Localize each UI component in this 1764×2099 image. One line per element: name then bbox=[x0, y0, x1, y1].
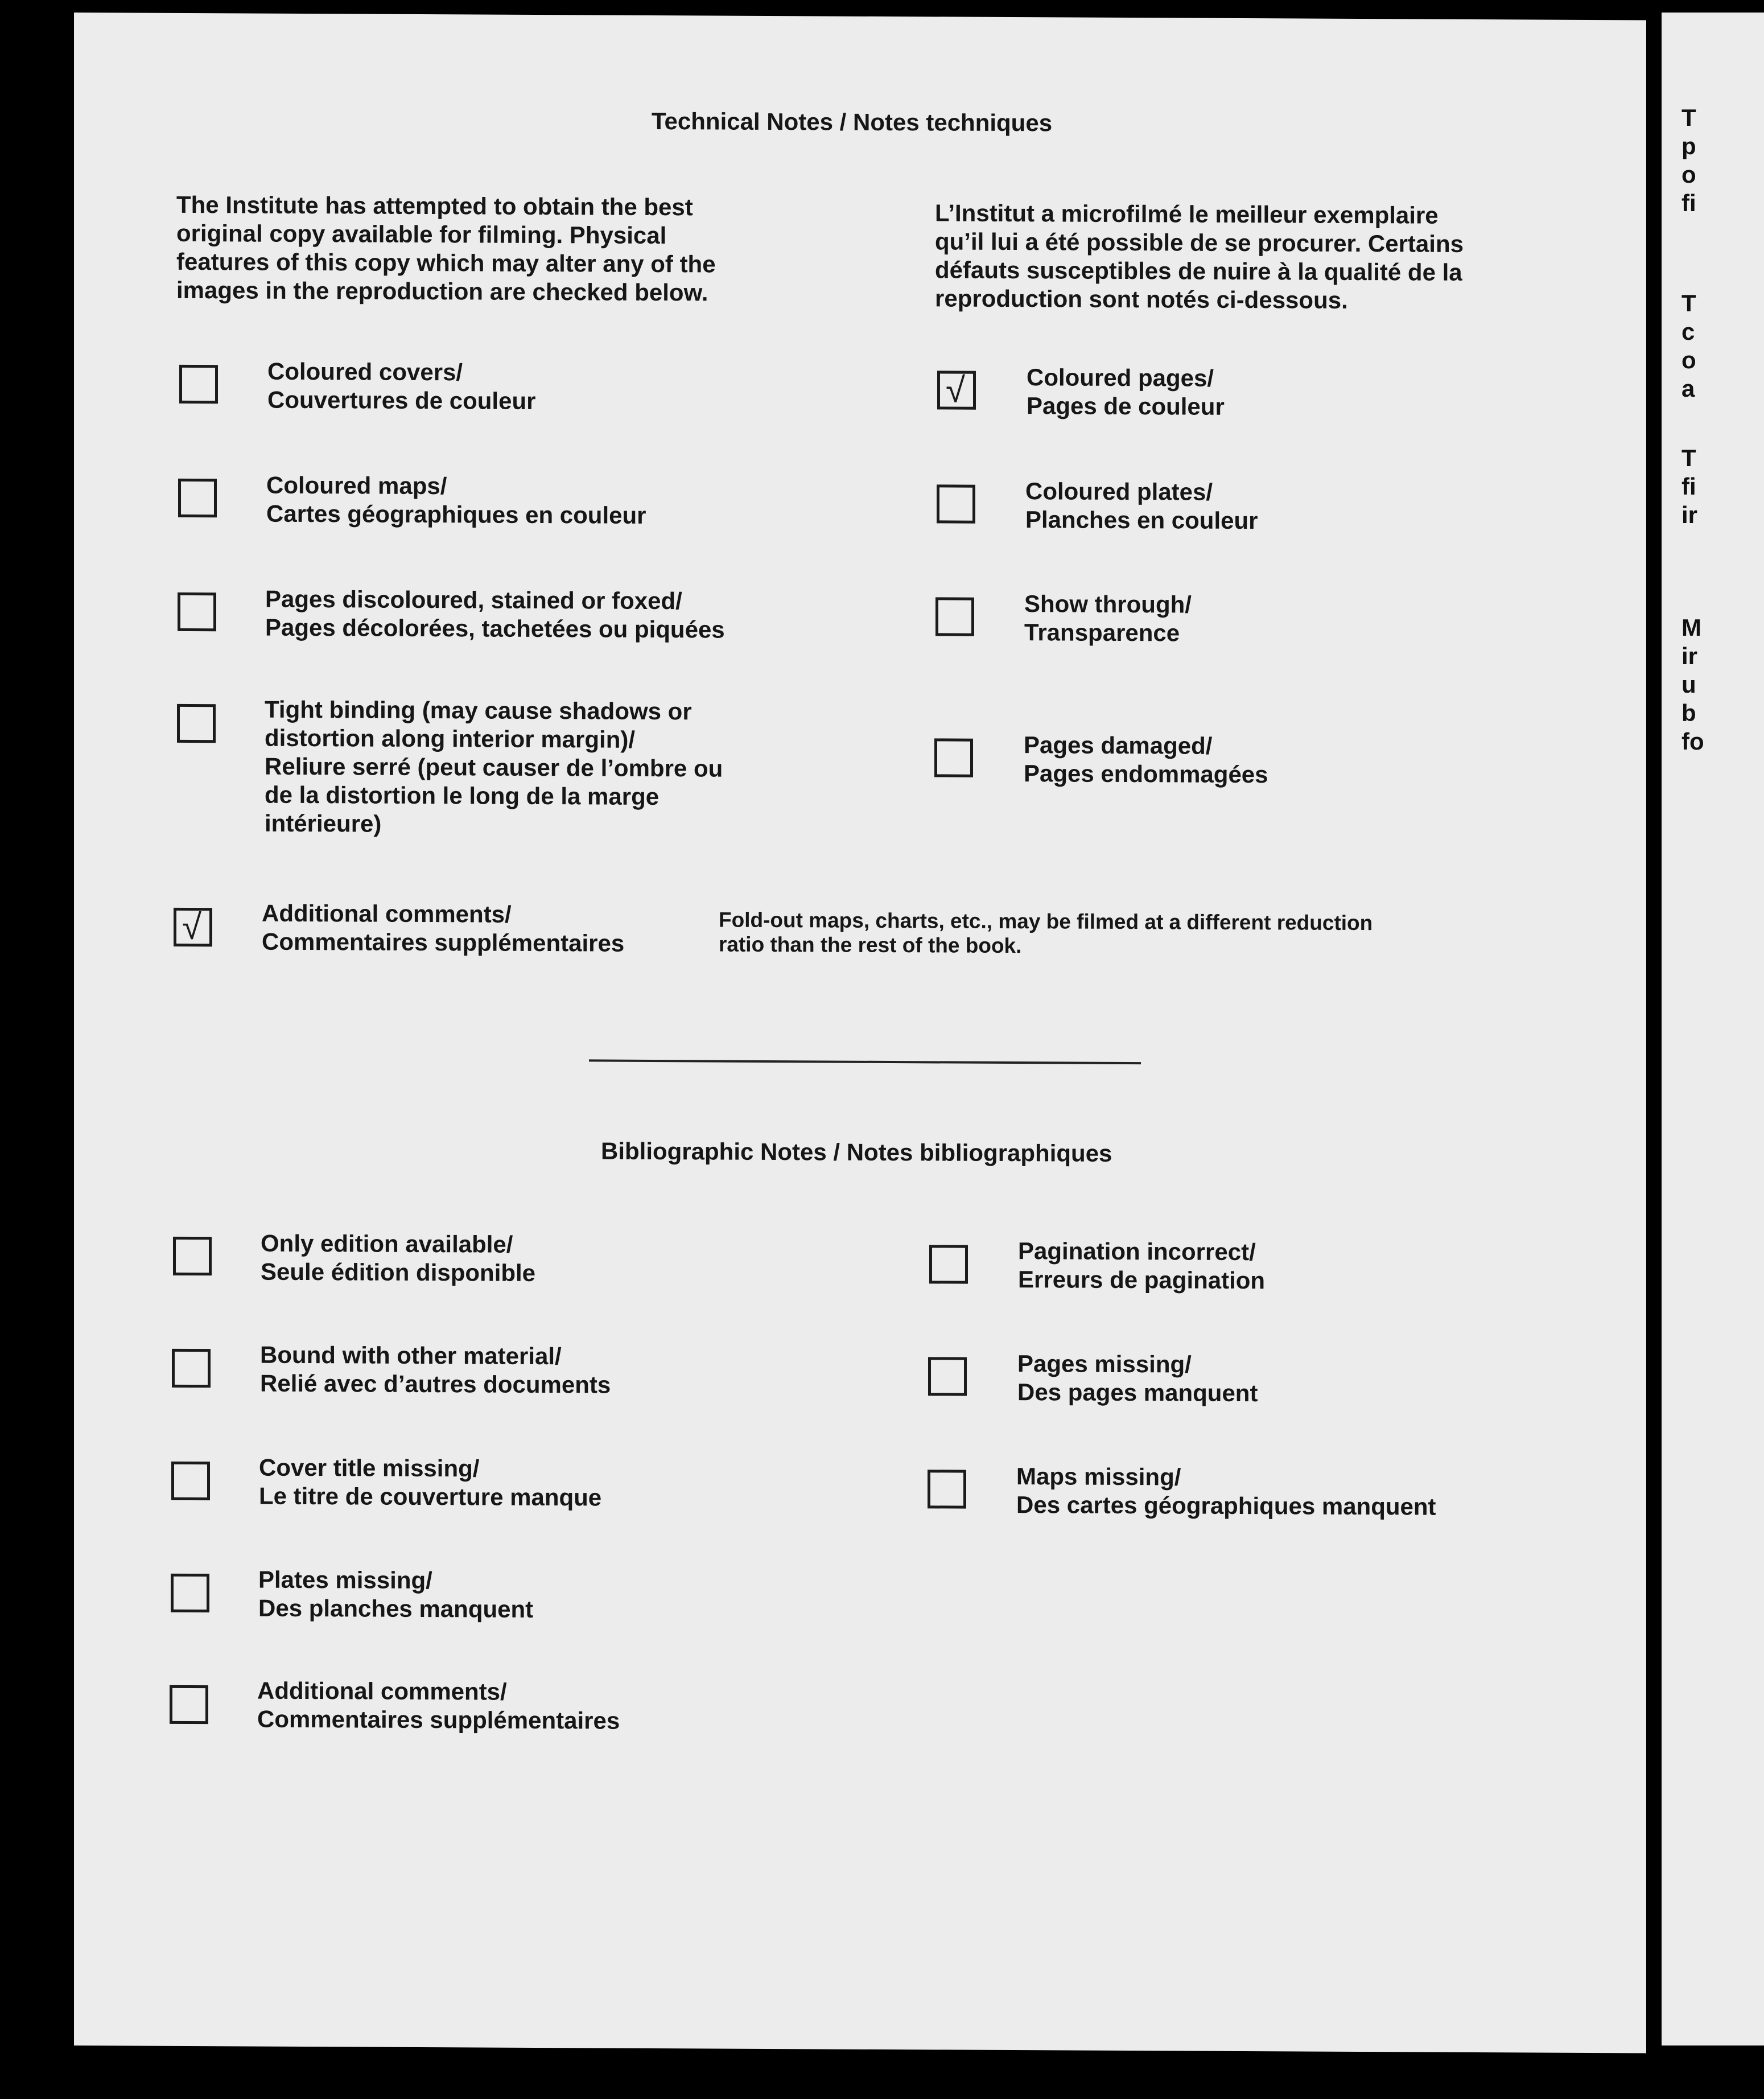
checkbox-only-edition[interactable] bbox=[173, 1237, 212, 1275]
section-divider bbox=[589, 1059, 1141, 1064]
adjacent-text-fragment: fi bbox=[1681, 473, 1696, 500]
checkbox-additional-comments-bibliographic[interactable] bbox=[170, 1685, 208, 1724]
adjacent-text-fragment: fo bbox=[1681, 728, 1704, 755]
checkbox-bound-with[interactable] bbox=[172, 1349, 211, 1388]
label-additional-comments-technical: Additional comments/ Commentaires supplémentaires bbox=[262, 899, 625, 957]
label-coloured-covers: Coloured covers/ Couvertures de couleur bbox=[267, 357, 536, 414]
adjacent-text-fragment: p bbox=[1681, 133, 1696, 159]
check-mark-icon: √ bbox=[182, 907, 202, 948]
technical-notes-title: Technical Notes / Notes techniques bbox=[652, 107, 1053, 137]
intro-english: The Institute has attempted to obtain the best original copy available for filming. Physical features of this copy which may alter any of the images in the reproduction are checked below. bbox=[176, 191, 716, 306]
label-cover-title-missing: Cover title missing/ Le titre de couverture manque bbox=[259, 1454, 602, 1511]
label-additional-comments-bibliographic: Additional comments/ Commentaires supplémentaires bbox=[257, 1677, 620, 1734]
label-pages-discoloured: Pages discoloured, stained or foxed/ Pages décolorées, tachetées ou piquées bbox=[265, 585, 725, 643]
document-page bbox=[74, 13, 1646, 2053]
adjacent-text-fragment: u bbox=[1681, 671, 1696, 698]
checkbox-pages-discoloured[interactable] bbox=[178, 592, 216, 631]
checkbox-pages-damaged[interactable] bbox=[934, 738, 973, 777]
checkbox-coloured-covers[interactable] bbox=[179, 365, 218, 404]
label-pages-missing: Pages missing/ Des pages manquent bbox=[1017, 1350, 1258, 1407]
label-only-edition: Only edition available/ Seule édition disponible bbox=[261, 1229, 536, 1286]
checkbox-show-through[interactable] bbox=[935, 597, 974, 636]
checkbox-maps-missing[interactable] bbox=[928, 1470, 966, 1508]
adjacent-text-fragment: o bbox=[1681, 347, 1696, 373]
checkbox-pagination-incorrect[interactable] bbox=[929, 1245, 968, 1283]
checkbox-coloured-maps[interactable] bbox=[178, 479, 217, 517]
adjacent-page-fragment bbox=[1662, 13, 1764, 2046]
checkbox-plates-missing[interactable] bbox=[171, 1574, 209, 1612]
adjacent-text-fragment: ir bbox=[1681, 643, 1698, 669]
label-bound-with: Bound with other material/ Relié avec d’autres documents bbox=[260, 1341, 611, 1398]
bibliographic-notes-title: Bibliographic Notes / Notes bibliographiques bbox=[601, 1137, 1112, 1167]
label-show-through: Show through/ Transparence bbox=[1024, 590, 1192, 647]
intro-french: L’Institut a microfilmé le meilleur exemplaire qu’il lui a été possible de se procurer. Certains défauts susceptibles de nuire à la qualité de la reproduction sont notés ci-dessous. bbox=[935, 199, 1464, 314]
checkbox-pages-missing[interactable] bbox=[928, 1357, 967, 1396]
label-pagination-incorrect: Pagination incorrect/ Erreurs de pagination bbox=[1018, 1237, 1266, 1294]
checkbox-tight-binding[interactable] bbox=[177, 704, 216, 743]
adjacent-text-fragment: T bbox=[1681, 445, 1696, 471]
checkbox-coloured-plates[interactable] bbox=[937, 484, 975, 523]
label-tight-binding: Tight binding (may cause shadows or distortion along interior margin)/ Reliure serré (peut causer de l’ombre ou de la distortion le long de la marge intérieure) bbox=[265, 695, 723, 837]
adjacent-text-fragment: fi bbox=[1681, 190, 1696, 216]
label-coloured-pages: Coloured pages/ Pages de couleur bbox=[1027, 364, 1225, 420]
label-maps-missing: Maps missing/ Des cartes géographiques manquent bbox=[1016, 1463, 1436, 1520]
label-pages-damaged: Pages damaged/ Pages endommagées bbox=[1024, 731, 1268, 788]
adjacent-text-fragment: T bbox=[1681, 104, 1696, 131]
check-mark-icon: √ bbox=[946, 371, 966, 410]
adjacent-text-fragment: M bbox=[1681, 614, 1701, 641]
checkbox-coloured-pages[interactable] bbox=[937, 371, 976, 409]
label-coloured-maps: Coloured maps/ Cartes géographiques en couleur bbox=[266, 471, 646, 529]
checkbox-cover-title-missing[interactable] bbox=[171, 1462, 210, 1500]
additional-comment-text: Fold-out maps, charts, etc., may be filmed at a different reduction ratio than the rest of the book. bbox=[719, 908, 1373, 958]
adjacent-text-fragment: b bbox=[1681, 699, 1696, 726]
adjacent-text-fragment: a bbox=[1681, 375, 1695, 402]
adjacent-text-fragment: o bbox=[1681, 161, 1696, 188]
adjacent-text-fragment: ir bbox=[1681, 501, 1698, 528]
checkbox-additional-comments-technical[interactable] bbox=[174, 908, 212, 946]
label-coloured-plates: Coloured plates/ Planches en couleur bbox=[1025, 478, 1258, 534]
adjacent-text-fragment: T bbox=[1681, 290, 1696, 316]
label-plates-missing: Plates missing/ Des planches manquent bbox=[258, 1566, 534, 1623]
adjacent-text-fragment: c bbox=[1681, 318, 1695, 345]
